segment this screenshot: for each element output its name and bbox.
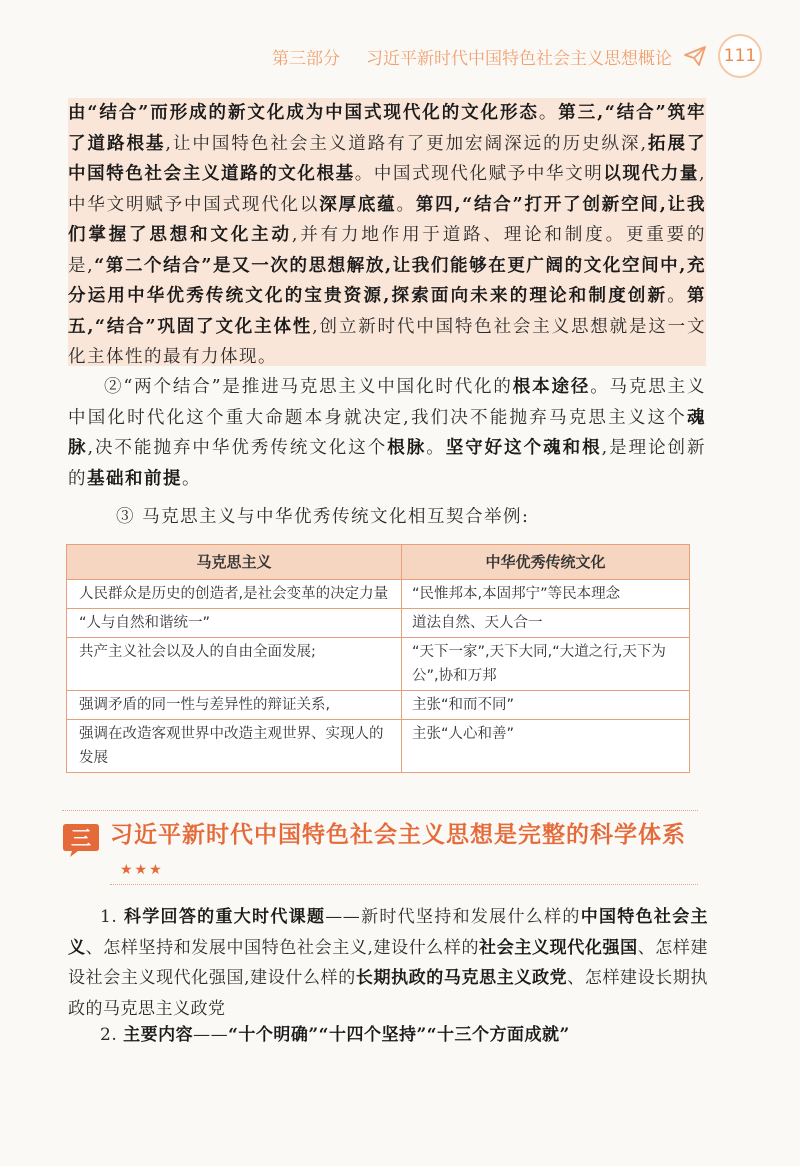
page-header (272, 34, 762, 78)
bold-run: 中国特色社会主义 (68, 907, 709, 958)
text-run: 、怎样坚持和发展中国特色社会主义,建设什么样的 (85, 937, 480, 958)
table-row (67, 720, 690, 773)
text-run: 、怎样建设社会主义现代化强国,建设什么样的 (68, 937, 709, 988)
bold-run: 社会主义现代化强国 (479, 937, 638, 958)
table-cell: 强调在改造客观世界中改造主观世界、实现人的发展 (67, 720, 402, 773)
header-title: 习近平新时代中国特色社会主义思想概论 (366, 48, 672, 69)
text-run: ,中华文明赋予中国式现代化以 (68, 164, 707, 215)
table-row (67, 580, 690, 609)
text-run: 。 (667, 286, 687, 306)
bold-run: 科学回答的重大时代课题 (123, 907, 326, 927)
bold-run: 第三,“结合”筑牢了道路根基 (68, 103, 707, 154)
paper-plane-icon (682, 43, 708, 69)
page-number: 111 (718, 34, 762, 78)
table-cell: 人民群众是历史的创造者,是社会变革的决定力量 (67, 580, 402, 609)
section-title (110, 818, 710, 887)
table-row (67, 691, 690, 720)
text-run: 。 (426, 438, 446, 458)
bold-run: 基础和前提 (87, 468, 182, 489)
item-2 (68, 1020, 708, 1051)
comparison-table (66, 544, 690, 773)
paragraph-1 (68, 98, 706, 373)
item-1 (68, 902, 708, 1024)
bold-run: 主要内容 (123, 1025, 194, 1045)
table-cell: 主张“和而不同” (402, 691, 690, 720)
table-cell: 道法自然、天人合一 (402, 609, 690, 638)
text-run: ,是理论创新的 (68, 438, 707, 489)
bold-run: 根本途径 (512, 377, 591, 397)
text-run: ,决不能抛弃中华优秀传统文化这个 (87, 438, 388, 458)
table-header-marxism: 马克思主义 (67, 545, 402, 580)
bold-run: 由“结合”而形成的新文化成为中国式现代化的文化形态 (68, 103, 539, 123)
bold-run: 第五,“结合”巩固了文化主体性 (68, 286, 706, 337)
bold-run: 根脉 (387, 438, 427, 458)
bold-run: 拓展了中国特色社会主义道路的文化根基 (68, 133, 707, 184)
difficulty-stars: ★★★ (120, 861, 164, 878)
text-run: 1. (100, 907, 124, 927)
section-badge-icon (62, 822, 100, 858)
bold-run: 第四,“结合”打开了创新空间,让我们掌握了思想和文化主动 (68, 194, 706, 245)
text-run: ,创立新时代中国特色社会主义思想就是这一文化主体性的最有力体现。 (68, 316, 706, 367)
section-top-divider (62, 810, 698, 811)
text-run: 。中国式现代化赋予中华文明 (354, 164, 604, 184)
text-run: 、怎样建设长期执政的马克思主义政党 (68, 968, 709, 1019)
text-run: 。马克思主义中国化时代化这个重大命题本身就决定,我们决不能抛弃马克思主义这个 (68, 377, 706, 428)
table-cell: “人与自然和谐统一” (67, 609, 402, 638)
table-row (67, 609, 690, 638)
text-run: 。 (396, 194, 416, 215)
table-cell: “天下一家”,天下大同,“大道之行,天下为公”,协和万邦 (402, 638, 690, 691)
bold-run: “第二个结合”是又一次的思想解放,让我们能够在更广阔的文化空间中,充分运用中华优秀传统文化的宝贵资源,探索面向未来的理论和制度创新 (68, 255, 706, 306)
table-header-tradition: 中华优秀传统文化 (402, 545, 690, 580)
table-cell: “民惟邦本,本固邦宁”等民本理念 (402, 580, 690, 609)
table-cell: 主张“人心和善” (402, 720, 690, 773)
section-bottom-divider (110, 884, 698, 885)
text-run: ②“两个结合”是推进马克思主义中国化时代化的 (104, 377, 513, 397)
table-cell: 共产主义社会以及人的自由全面发展; (67, 638, 402, 691)
table-row (67, 638, 690, 691)
text-run: ——新时代坚持和发展什么样的 (325, 907, 581, 927)
text-run: 2. (100, 1025, 124, 1045)
text-run: 。 (538, 103, 559, 123)
text-run: ,并有力地作用于道路、理论和制度。更重要的是, (68, 225, 707, 276)
bold-run: 魂脉 (68, 407, 706, 458)
paragraph-2 (68, 372, 706, 494)
section-badge-text: 三 (71, 826, 91, 850)
text-run: ,让中国特色社会主义道路有了更加宏阔深远的历史纵深, (165, 133, 648, 154)
header-part: 第三部分 (272, 48, 340, 69)
text-run: —— (193, 1025, 229, 1045)
bold-run: 深厚底蕴 (319, 194, 397, 215)
bold-run: 长期执政的马克思主义政党 (355, 968, 568, 988)
table-cell: 强调矛盾的同一性与差异性的辩证关系, (67, 691, 402, 720)
bold-run: 以现代力量 (603, 164, 699, 184)
paragraph-3: ③ 马克思主义与中华优秀传统文化相互契合举例: (116, 507, 530, 527)
bold-run: 坚守好这个魂和根 (445, 438, 602, 458)
bold-run: “十个明确”“十四个坚持”“十三个方面成就” (228, 1025, 570, 1045)
section-title-text: 习近平新时代中国特色社会主义思想是完整的科学体系 (110, 822, 686, 848)
text-run: 。 (182, 468, 201, 489)
